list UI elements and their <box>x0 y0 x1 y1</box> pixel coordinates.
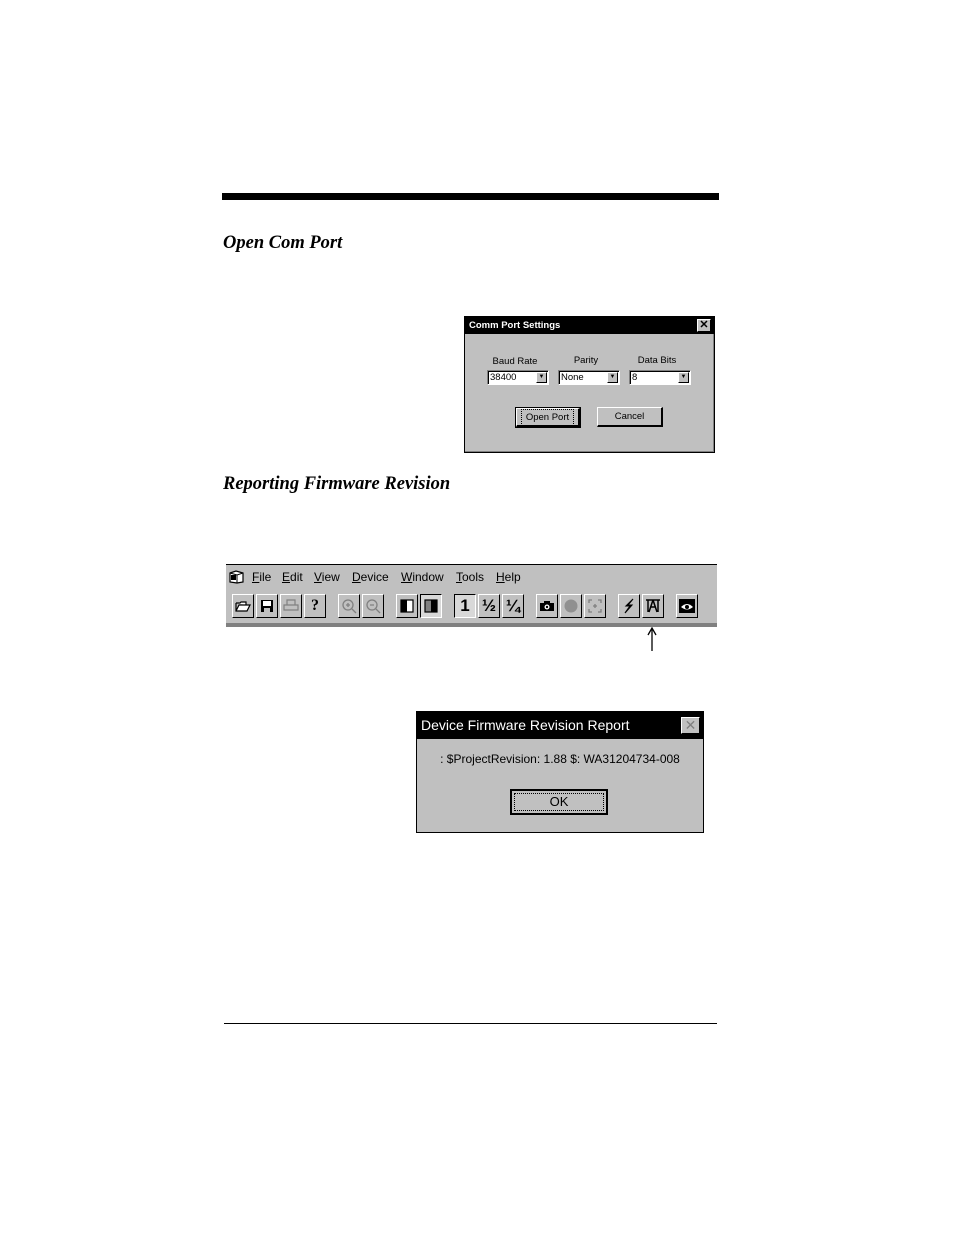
toolbar <box>226 593 717 621</box>
contrast-right-icon[interactable] <box>420 594 442 618</box>
data-bits-label: Data Bits <box>637 355 677 366</box>
firmware-revision-dialog <box>416 711 704 833</box>
cancel-button[interactable]: Cancel <box>597 407 663 427</box>
comm-port-settings-dialog <box>464 316 715 453</box>
capture-icon[interactable] <box>560 594 582 618</box>
menu-window[interactable]: Window <box>401 570 444 584</box>
dialog-title-bar <box>465 317 714 334</box>
scale-quarter-icon[interactable]: ¼ <box>502 594 524 618</box>
zoom-in-icon[interactable] <box>338 594 360 618</box>
dialog-title: Device Firmware Revision Report <box>421 717 630 733</box>
parity-label: Parity <box>573 355 599 366</box>
dialog-title: Comm Port Settings <box>469 320 561 331</box>
open-port-button[interactable]: Open Port <box>516 408 580 427</box>
menu-edit[interactable]: Edit <box>282 570 303 584</box>
data-bits-select[interactable] <box>629 370 691 385</box>
toolbar-bottom-edge <box>226 623 717 627</box>
help-icon[interactable]: ? <box>304 594 326 618</box>
menu-device[interactable]: Device <box>352 570 389 584</box>
firmware-revision-message: : $ProjectRevision: 1.88 $: WA31204734-008 <box>440 752 680 766</box>
open-folder-icon[interactable] <box>232 594 254 618</box>
heading-open-com-port: Open Com Port <box>223 233 343 253</box>
contrast-left-icon[interactable] <box>396 594 418 618</box>
dialog-title-bar <box>417 712 703 739</box>
menu-view[interactable]: View <box>314 570 340 584</box>
chevron-down-icon[interactable]: ▼ <box>536 372 547 383</box>
baud-rate-select[interactable] <box>487 370 549 385</box>
menu-tools[interactable]: Tools <box>456 570 485 584</box>
chevron-down-icon[interactable]: ▼ <box>607 372 618 383</box>
crosshair-icon[interactable] <box>584 594 606 618</box>
menu-file[interactable]: File <box>252 570 272 584</box>
ok-button[interactable]: OK <box>510 789 608 815</box>
print-icon[interactable] <box>280 594 302 618</box>
parity-select[interactable] <box>558 370 620 385</box>
top-rule <box>222 193 719 200</box>
baud-rate-value: 38400 <box>490 372 517 383</box>
firmware-icon[interactable] <box>642 594 664 618</box>
app-icon[interactable] <box>229 570 244 584</box>
bottom-rule <box>224 1023 717 1024</box>
camera-icon[interactable] <box>536 594 558 618</box>
scale-1-icon[interactable]: 1 <box>454 594 476 618</box>
lightning-icon[interactable] <box>618 594 640 618</box>
menu-bar <box>226 565 717 591</box>
parity-value: None <box>561 372 584 383</box>
save-icon[interactable] <box>256 594 278 618</box>
zoom-out-icon[interactable] <box>362 594 384 618</box>
chevron-down-icon[interactable]: ▼ <box>678 372 689 383</box>
close-icon[interactable]: ✕ <box>697 319 711 332</box>
eye-icon[interactable] <box>676 594 698 618</box>
baud-rate-label: Baud Rate <box>492 356 538 367</box>
menu-help[interactable]: Help <box>496 570 521 584</box>
scale-half-icon[interactable]: ½ <box>478 594 500 618</box>
application-window-bar <box>226 564 717 627</box>
data-bits-value: 8 <box>632 372 638 383</box>
pointer-arrow-icon <box>646 627 658 651</box>
heading-reporting-firmware: Reporting Firmware Revision <box>223 474 451 494</box>
close-icon[interactable]: ✕ <box>681 717 700 734</box>
